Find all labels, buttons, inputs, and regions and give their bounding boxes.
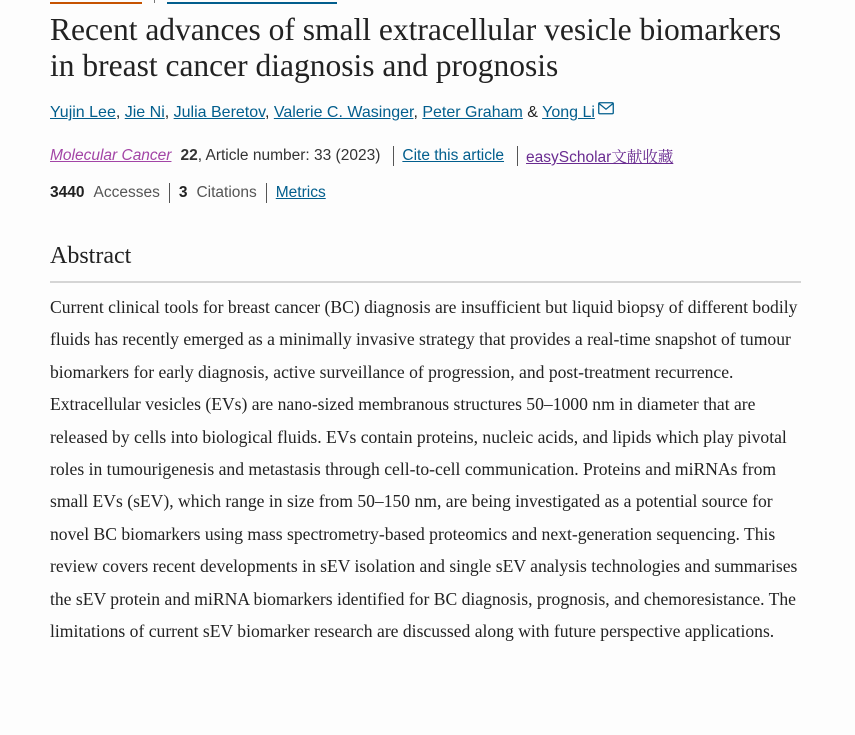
corresponding-author-link[interactable]: Yong Li: [542, 104, 595, 121]
author-link[interactable]: Yujin Lee: [50, 104, 116, 121]
metrics-link[interactable]: Metrics: [275, 184, 326, 201]
citations-count: 3: [178, 184, 188, 201]
easyscholar-link[interactable]: easyScholar文献收藏: [526, 149, 674, 166]
author-link[interactable]: Julia Beretov: [173, 104, 265, 121]
abstract-heading: Abstract: [50, 243, 132, 269]
section-divider: [50, 281, 801, 283]
citations-label: Citations: [196, 184, 257, 201]
cite-article-link[interactable]: Cite this article: [402, 147, 505, 164]
author-ampersand: &: [527, 104, 538, 121]
divider: [393, 146, 394, 166]
divider: [154, 0, 155, 3]
article-metrics: [50, 183, 326, 203]
article-number: , Article number: 33 (2023): [197, 147, 381, 164]
open-access-badge[interactable]: [50, 0, 142, 4]
author-link[interactable]: Jie Ni: [124, 104, 165, 121]
author-link[interactable]: Peter Graham: [422, 104, 523, 121]
divider: [517, 146, 518, 166]
abstract-text: Current clinical tools for breast cancer (BC) diagnosis are insufficient but liquid biopsy of different bodily fluids has recently emerged as a minimally invasive strategy that provides a real-time snapshot of tumour biomarkers for early diagnosis, active surveillance of progression, and post-treatment recurrence. Extracellular vesicles (EVs) are nano-sized membranous structures 50–1000 nm in diameter that are released by cells into biological fluids. EVs contain proteins, nucleic acids, and lipids which play pivotal roles in tumourigenesis and metastasis through cell-to-cell communication. Proteins and miRNAs from small EVs (sEV), which range in size from 50–150 nm, are being investigated as a potential source for novel BC biomarkers using mass spectrometry-based proteomics and next-generation sequencing. This review covers recent developments in sEV isolation and single sEV analysis technologies and summarises the sEV protein and miRNA biomarkers identified for BC diagnosis, prognosis, and chemoresistance. The limitations of current sEV biomarker research are discussed along with future perspective applications.: [50, 297, 798, 642]
article-title: Recent advances of small extracellular vesicle biomarkers in breast cancer diagnosis and prognosis: [50, 12, 782, 83]
author-link[interactable]: Valerie C. Wasinger: [273, 104, 414, 121]
top-links-fragment: [50, 0, 337, 4]
published-link[interactable]: [167, 0, 337, 4]
divider: [169, 183, 170, 203]
volume-number: 22: [180, 147, 198, 164]
divider: [266, 183, 267, 203]
author-list: Yujin Lee, Jie Ni, Julia Beretov, Valerie C. Wasinger, Peter Graham & Yong Li: [50, 104, 614, 122]
accesses-label: Accesses: [93, 184, 160, 201]
journal-link[interactable]: Molecular Cancer: [50, 147, 172, 164]
mail-icon[interactable]: [598, 102, 614, 120]
citation-line: [50, 145, 673, 167]
accesses-count: 3440: [50, 184, 85, 201]
